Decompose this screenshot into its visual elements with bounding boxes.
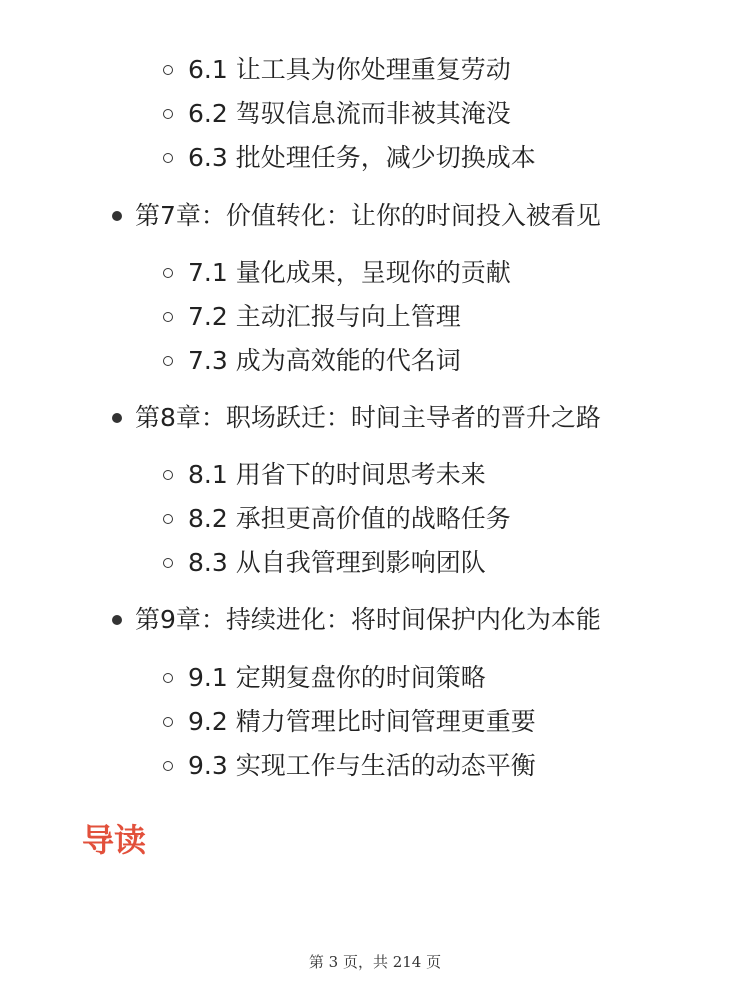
- hollow-bullet-icon: [163, 470, 173, 480]
- hollow-bullet-icon: [163, 514, 173, 524]
- toc-item-label: 6.1 让工具为你处理重复劳动: [188, 55, 511, 84]
- hollow-bullet-icon: [163, 717, 173, 727]
- hollow-bullet-icon: [163, 65, 173, 75]
- hollow-bullet-icon: [163, 558, 173, 568]
- hollow-bullet-icon: [163, 109, 173, 119]
- section-heading: 导读: [82, 821, 147, 859]
- hollow-bullet-icon: [163, 153, 173, 163]
- toc-subsection-item: [0, 746, 750, 786]
- hollow-bullet-icon: [163, 312, 173, 322]
- toc-subsection-item: [0, 543, 750, 583]
- filled-bullet-icon: [112, 615, 122, 625]
- toc-item-label: 第8章：职场跃迁：时间主导者的晋升之路: [135, 403, 601, 432]
- toc-subsection-item: [0, 297, 750, 337]
- toc-subsection-item: [0, 253, 750, 293]
- toc-subsection-item: [0, 702, 750, 742]
- toc-subsection-item: [0, 138, 750, 178]
- toc-item-label: 第7章：价值转化：让你的时间投入被看见: [135, 201, 601, 230]
- filled-bullet-icon: [112, 413, 122, 423]
- toc-subsection-item: [0, 341, 750, 381]
- hollow-bullet-icon: [163, 268, 173, 278]
- toc-chapter-item: [0, 398, 750, 438]
- toc-item-label: 9.2 精力管理比时间管理更重要: [188, 707, 536, 736]
- toc-item-label: 9.1 定期复盘你的时间策略: [188, 663, 486, 692]
- page-number-footer: 第 3 页，共 214 页: [308, 953, 442, 971]
- toc-subsection-item: [0, 94, 750, 134]
- toc-item-label: 7.1 量化成果，呈现你的贡献: [188, 258, 511, 287]
- toc-item-label: 8.1 用省下的时间思考未来: [188, 460, 486, 489]
- hollow-bullet-icon: [163, 356, 173, 366]
- toc-item-label: 7.2 主动汇报与向上管理: [188, 302, 461, 331]
- toc-subsection-item: [0, 658, 750, 698]
- toc-item-label: 6.2 驾驭信息流而非被其淹没: [188, 99, 511, 128]
- toc-item-label: 第9章：持续进化：将时间保护内化为本能: [135, 605, 601, 634]
- toc-item-label: 7.3 成为高效能的代名词: [188, 346, 461, 375]
- toc-item-label: 6.3 批处理任务，减少切换成本: [188, 143, 536, 172]
- filled-bullet-icon: [112, 211, 122, 221]
- toc-chapter-item: [0, 600, 750, 640]
- toc-chapter-item: [0, 196, 750, 236]
- hollow-bullet-icon: [163, 673, 173, 683]
- toc-subsection-item: [0, 50, 750, 90]
- toc-item-label: 8.2 承担更高价值的战略任务: [188, 504, 511, 533]
- toc-subsection-item: [0, 499, 750, 539]
- toc-item-label: 8.3 从自我管理到影响团队: [188, 548, 486, 577]
- hollow-bullet-icon: [163, 761, 173, 771]
- toc-subsection-item: [0, 455, 750, 495]
- toc-item-label: 9.3 实现工作与生活的动态平衡: [188, 751, 536, 780]
